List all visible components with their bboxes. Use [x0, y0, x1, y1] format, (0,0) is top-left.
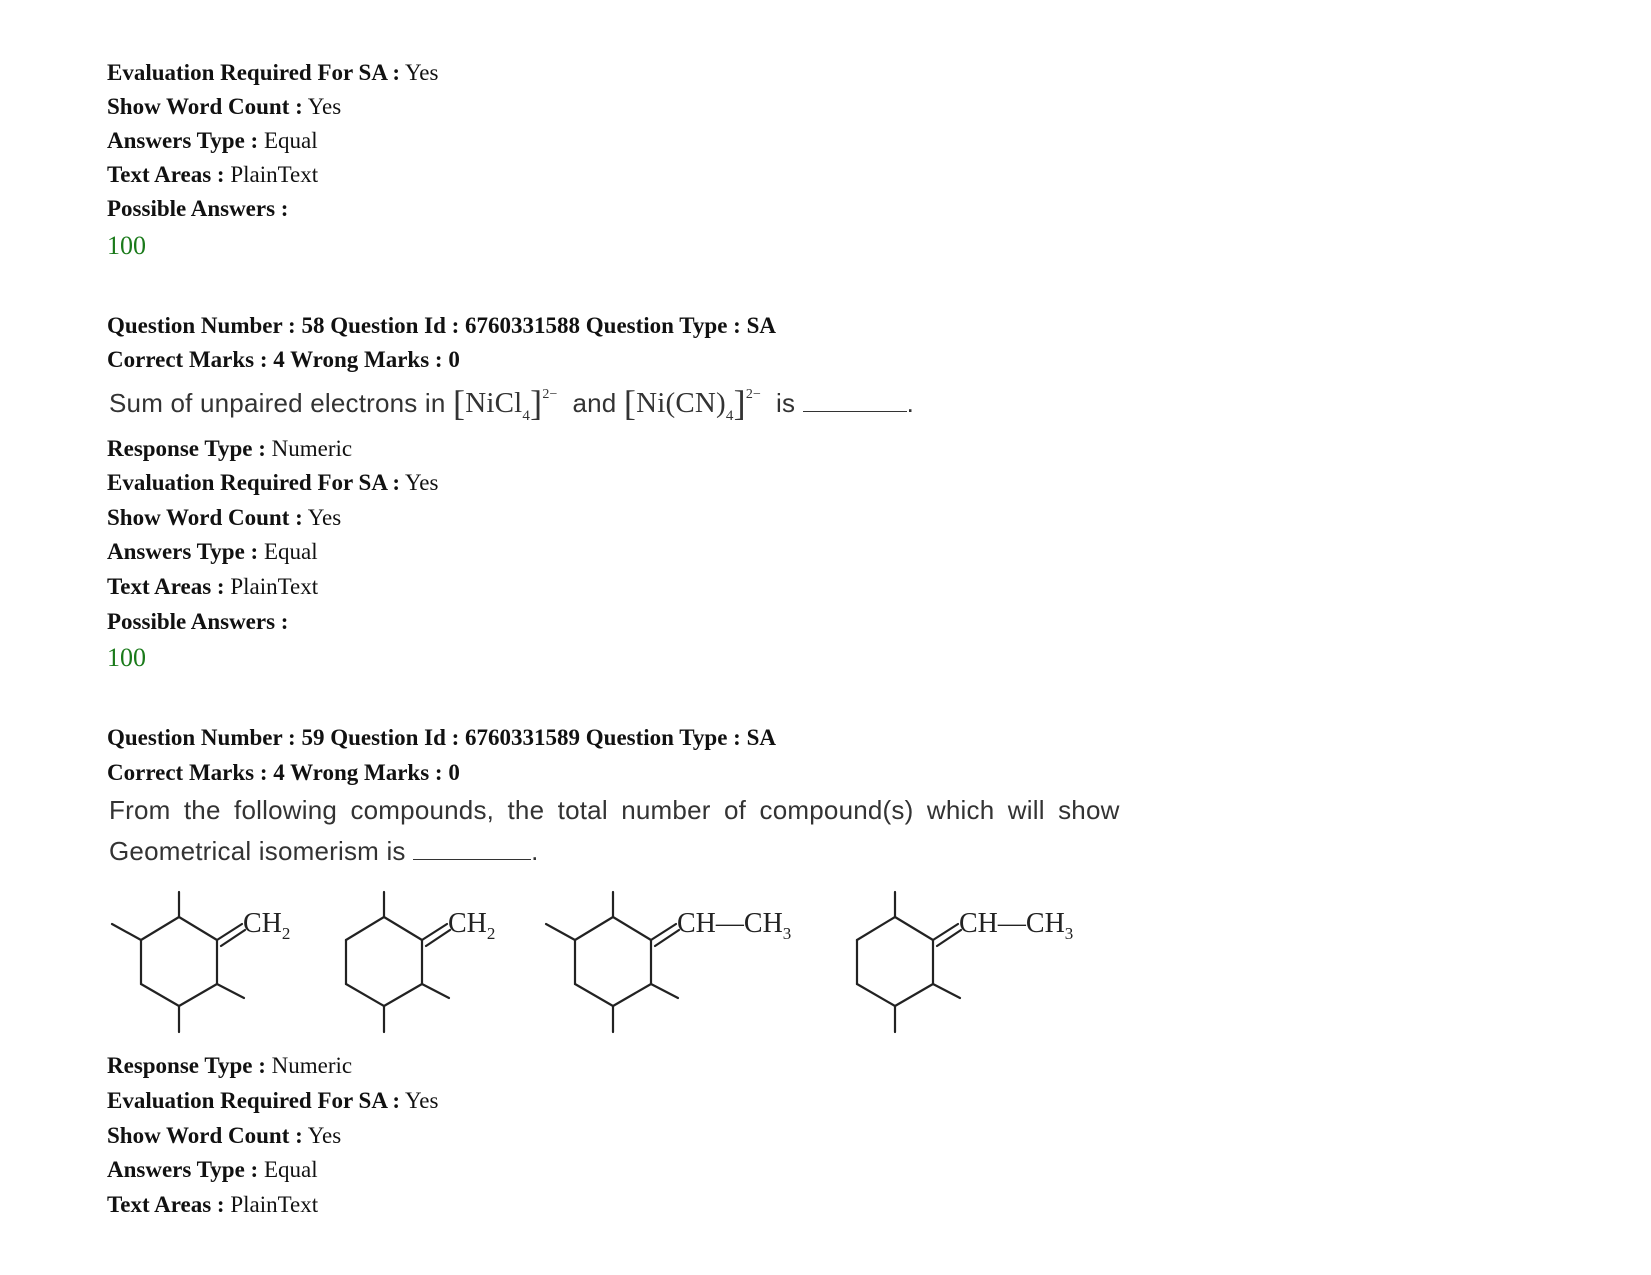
charge-superscript: 2− — [542, 387, 558, 402]
compound-structure — [346, 892, 495, 1032]
question-marks-text: Correct Marks : 4 Wrong Marks : 0 — [107, 760, 460, 785]
subscript: 2 — [486, 924, 496, 943]
substituent-label: $CH_2$ — [243, 908, 291, 943]
field-label: Evaluation Required For SA : — [107, 470, 401, 495]
possible-answer-value: 100 — [107, 643, 146, 672]
eval-required-row — [107, 1086, 438, 1116]
field-value: PlainText — [230, 574, 319, 599]
subscript: 4 — [725, 408, 734, 424]
show-word-count-row — [107, 503, 341, 533]
subscript: 3 — [1064, 924, 1074, 943]
response-type-row — [107, 1051, 352, 1081]
substituent-label: $CH—CH_3$ — [677, 908, 792, 943]
complex-formula-1: [NiCl$_4$]$^{2-}$ — [453, 383, 558, 424]
text-areas-row — [107, 1190, 318, 1220]
compound-structure — [857, 892, 1073, 1032]
compound-structures — [104, 890, 1104, 1050]
question-header-text: Question Number : 59 Question Id : 6760331589 Question Type : SA — [107, 725, 776, 750]
field-label: Show Word Count : — [107, 94, 303, 119]
field-label: Show Word Count : — [107, 505, 303, 530]
response-type-row — [107, 434, 352, 464]
question-text-line-2-text: Geometrical isomerism is — [109, 836, 406, 866]
field-value: Equal — [263, 539, 318, 564]
answers-type-row — [107, 1155, 318, 1185]
field-label: Show Word Count : — [107, 1123, 303, 1148]
question-text-connector: and — [572, 388, 617, 418]
field-value: Yes — [405, 470, 439, 495]
question-text-prefix: Sum of unpaired electrons in — [109, 388, 446, 418]
possible-answers-row — [107, 607, 288, 637]
subscript: 3 — [782, 924, 792, 943]
text-areas-row — [107, 572, 318, 602]
compound-structure — [546, 892, 791, 1032]
question-header — [107, 723, 776, 753]
question-text-suffix: is — [775, 388, 796, 418]
question-marks-text: Correct Marks : 4 Wrong Marks : 0 — [107, 347, 460, 372]
answers-type-row — [107, 126, 318, 156]
possible-answer-value: 100 — [107, 231, 146, 260]
field-label: Evaluation Required For SA : — [107, 60, 401, 85]
field-label: Evaluation Required For SA : — [107, 1088, 401, 1113]
answer-blank — [803, 389, 907, 412]
field-value: Numeric — [271, 1053, 353, 1078]
field-value: Equal — [263, 1157, 318, 1182]
compound-structure — [112, 892, 290, 1032]
question-text: Sum of unpaired electrons in [NiCl$_4$]$^{2-}$ and $[Ni(CN)_4]^{2-}$ is . — [109, 383, 915, 424]
field-value: Yes — [405, 60, 439, 85]
question-text-line-2: Geometrical isomerism is . — [109, 836, 539, 866]
field-label: Response Type : — [107, 436, 266, 461]
text-areas-row — [107, 160, 318, 190]
eval-required-row — [107, 468, 438, 498]
field-label: Possible Answers : — [107, 609, 289, 634]
field-value: Yes — [405, 1088, 439, 1113]
answer-blank — [413, 837, 531, 860]
eval-required-row — [107, 58, 438, 88]
field-value: PlainText — [230, 1192, 319, 1217]
show-word-count-row — [107, 1121, 341, 1151]
substituent-label: $CH_2$ — [448, 908, 496, 943]
field-value: PlainText — [230, 162, 319, 187]
field-label: Answers Type : — [107, 539, 259, 564]
show-word-count-row — [107, 92, 341, 122]
field-label: Text Areas : — [107, 574, 225, 599]
field-label: Possible Answers : — [107, 196, 289, 221]
field-label: Answers Type : — [107, 1157, 259, 1182]
question-marks — [107, 758, 460, 788]
field-value: Yes — [307, 94, 342, 119]
field-value: Numeric — [271, 436, 353, 461]
complex-formula-2-text: Ni(CN) — [636, 387, 726, 419]
field-value: Equal — [263, 128, 318, 153]
question-text-line-1: From the following compounds, the total number of compound(s) which will show — [109, 795, 1120, 825]
field-value: Yes — [307, 505, 342, 530]
question-header-text: Question Number : 58 Question Id : 6760331588 Question Type : SA — [107, 313, 776, 338]
question-marks — [107, 345, 460, 375]
substituent-label: $CH—CH_3$ — [959, 908, 1074, 943]
field-label: Answers Type : — [107, 128, 259, 153]
charge-superscript: 2− — [745, 387, 762, 402]
field-value: Yes — [307, 1123, 342, 1148]
field-label: Response Type : — [107, 1053, 266, 1078]
subscript: 4 — [522, 408, 531, 424]
complex-formula-1-text: NiCl — [465, 387, 523, 419]
question-header — [107, 311, 776, 341]
subscript: 2 — [281, 924, 291, 943]
field-label: Text Areas : — [107, 1192, 225, 1217]
field-label: Text Areas : — [107, 162, 225, 187]
answers-type-row — [107, 537, 318, 567]
complex-formula-2: $[Ni(CN)_4]^{2-}$ — [623, 383, 762, 424]
possible-answers-row — [107, 194, 288, 224]
